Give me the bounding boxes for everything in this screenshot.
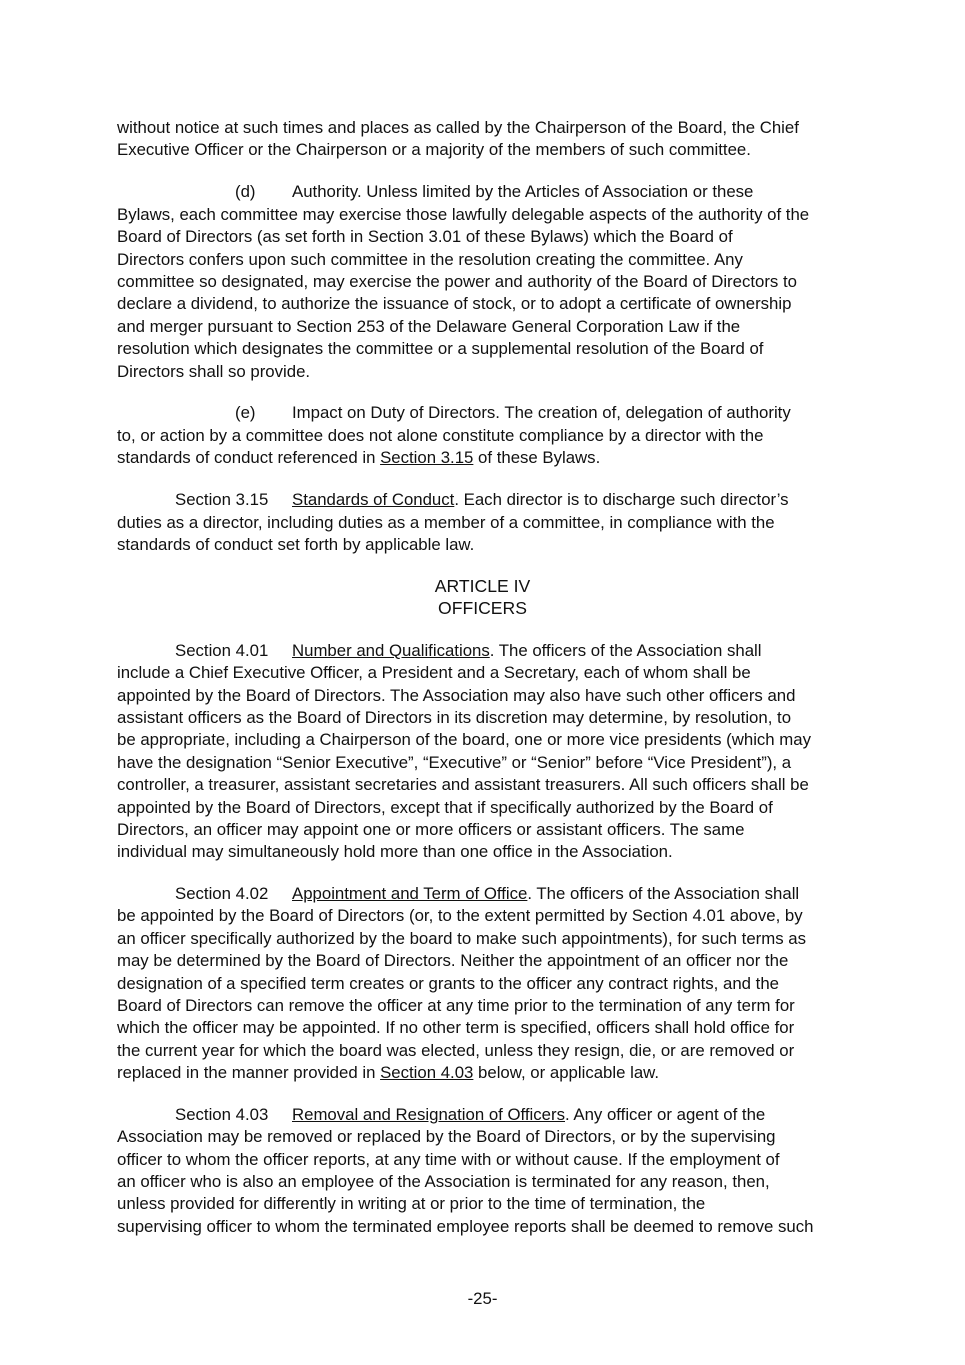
- section-title: Number and Qualifications: [292, 641, 490, 660]
- text-line: Directors confers upon such committee in the resolution creating the committee. Any: [117, 250, 743, 269]
- text-line: an officer who is also an employee of the Association is terminated for any reason, then,: [117, 1172, 770, 1191]
- text-line: duties as a director, including duties as a member of a committee, in compliance with the: [117, 513, 775, 532]
- text-line: [117, 1062, 659, 1084]
- text-line: Board of Directors (as set forth in Section 3.01 of these Bylaws) which the Board of: [117, 227, 733, 246]
- paragraph-label: (e): [235, 403, 256, 422]
- section-number: Section 4.03: [175, 1105, 269, 1124]
- text-line: Association may be removed or replaced by the Board of Directors, or by the supervising: [117, 1127, 776, 1146]
- text-line: assistant officers as the Board of Directors in its discretion may determine, by resolution, to: [117, 708, 792, 727]
- text-line: and merger pursuant to Section 253 of the Delaware General Corporation Law if the: [117, 317, 741, 336]
- page-number: -25-: [467, 1289, 498, 1308]
- text-line: [292, 883, 799, 905]
- text-run: . Each director is to discharge such director’s: [454, 490, 789, 509]
- text-line: appointed by the Board of Directors. The Association may also have such other officers and: [117, 686, 796, 705]
- text-line: be appropriate, including a Chairperson of the board, one or more vice presidents (which may: [117, 730, 812, 749]
- article-subtitle: OFFICERS: [438, 598, 527, 618]
- text-run: below, or applicable law.: [473, 1063, 660, 1082]
- text-line: appointed by the Board of Directors, except that if specifically authorized by the Board of: [117, 798, 773, 817]
- text-line: controller, a treasurer, assistant secretaries and assistant treasurers. All such officers shall be: [117, 775, 809, 794]
- text-line: have the designation “Senior Executive”, “Executive” or “Senior” before “Vice President”), a: [117, 753, 792, 772]
- text-line: Board of Directors can remove the officer at any time prior to the termination of any term for: [117, 996, 795, 1015]
- text-line: Executive Officer or the Chairperson or a majority of the members of such committee.: [117, 140, 751, 159]
- text-line: standards of conduct set forth by applicable law.: [117, 535, 475, 554]
- section-reference-link[interactable]: Section 3.15: [380, 448, 474, 467]
- text-line: committee so designated, may exercise the power and authority of the Board of Directors to: [117, 272, 797, 291]
- text-line: officer to whom the officer reports, at any time with or without cause. If the employment of: [117, 1150, 780, 1169]
- text-line: designation of a specified term creates or grants to the officer any contract rights, and the: [117, 974, 779, 993]
- text-line: Directors shall so provide.: [117, 362, 311, 381]
- text-line: unless provided for differently in writing at or prior to the time of termination, the: [117, 1194, 706, 1213]
- text-line: include a Chief Executive Officer, a President and a Secretary, each of whom shall be: [117, 663, 751, 682]
- text-line: supervising officer to whom the terminated employee reports shall be deemed to remove such: [117, 1217, 814, 1236]
- text-run: standards of conduct referenced in: [117, 448, 381, 467]
- text-run: of these Bylaws.: [473, 448, 601, 467]
- text-run: replaced in the manner provided in: [117, 1063, 381, 1082]
- text-line: individual may simultaneously hold more than one office in the Association.: [117, 842, 673, 861]
- text-line: [292, 1104, 765, 1126]
- text-line: Impact on Duty of Directors. The creation of, delegation of authority: [292, 403, 791, 422]
- paragraph-label: (d): [235, 182, 256, 201]
- text-line: resolution which designates the committee or a supplemental resolution of the Board of: [117, 339, 764, 358]
- text-line: an officer specifically authorized by the board to make such appointments), for such terms as: [117, 929, 806, 948]
- text-line: Directors, an officer may appoint one or more officers or assistant officers. The same: [117, 820, 745, 839]
- text-line: which the officer may be appointed. If no other term is specified, officers shall hold office for: [117, 1018, 795, 1037]
- text-line: without notice at such times and places as called by the Chairperson of the Board, the Chief: [117, 118, 799, 137]
- text-run: . Any officer or agent of the: [565, 1105, 766, 1124]
- text-line: be appointed by the Board of Directors (or, to the extent permitted by Section 4.01 above, by: [117, 906, 803, 925]
- text-line: the current year for which the board was elected, unless they resign, die, or are removed or: [117, 1041, 795, 1060]
- text-run: . The officers of the Association shall: [527, 884, 800, 903]
- text-line: may be determined by the Board of Directors. Neither the appointment of an officer nor the: [117, 951, 789, 970]
- text-line: declare a dividend, to authorize the issuance of stock, or to adopt a certificate of ownership: [117, 294, 792, 313]
- text-line: Bylaws, each committee may exercise those lawfully delegable aspects of the authority of the: [117, 205, 810, 224]
- section-number: Section 4.02: [175, 884, 269, 903]
- text-run: . The officers of the Association shall: [489, 641, 762, 660]
- text-line: [292, 640, 762, 662]
- section-title: Removal and Resignation of Officers: [292, 1105, 565, 1124]
- section-title: Appointment and Term of Office: [292, 884, 528, 903]
- section-title: Standards of Conduct: [292, 490, 455, 509]
- text-line: to, or action by a committee does not alone constitute compliance by a director with the: [117, 426, 764, 445]
- text-line: [292, 489, 789, 511]
- text-line: Authority. Unless limited by the Articles of Association or these: [292, 182, 754, 201]
- text-line: [117, 447, 600, 469]
- article-title: ARTICLE IV: [434, 576, 531, 596]
- section-number: Section 4.01: [175, 641, 269, 660]
- section-reference-link[interactable]: Section 4.03: [380, 1063, 474, 1082]
- section-number: Section 3.15: [175, 490, 269, 509]
